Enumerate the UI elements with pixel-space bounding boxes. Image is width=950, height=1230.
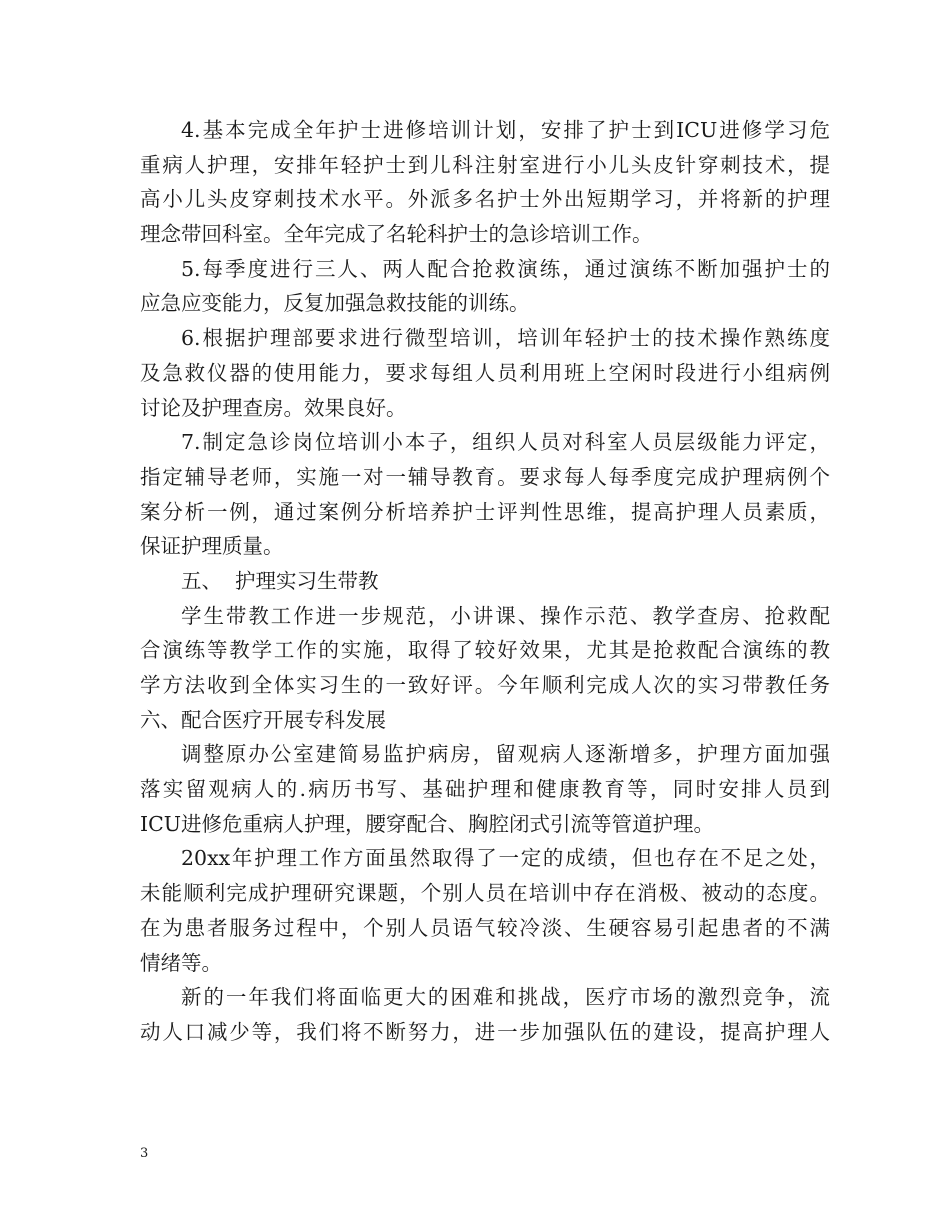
text-line: 调整原办公室建简易监护病房，留观病人逐渐增多，护理方面加强 [181,742,830,767]
text-line: 新的一年我们将面临更大的困难和挑战，医疗市场的激烈竞争，流 [181,985,830,1010]
text-line: 动人口减少等，我们将不断努力，进一步加强队伍的建设，提高护理人 [140,1019,830,1044]
text-line: 4.基本完成全年护士进修培训计划，安排了护士到ICU进修学习危 [181,118,830,142]
text-line: 指定辅导老师，实施一对一辅导教育。要求每人每季度完成护理病例个 [140,464,830,489]
text-line: 未能顺利完成护理研究课题，个别人员在培训中存在消极、被动的态度。 [140,881,830,906]
section-heading: 六、配合医疗开展专科发展 [140,707,386,732]
text-line: 6.根据护理部要求进行微型培训，培训年轻护士的技术操作熟练度 [181,326,830,351]
text-line: 5.每季度进行三人、两人配合抢救演练，通过演练不断加强护士的 [181,256,830,281]
text-line: 应急应变能力，反复加强急救技能的训练。 [140,291,530,316]
text-line: 及急救仪器的使用能力，要求每组人员利用班上空闲时段进行小组病例 [140,360,830,385]
text-line: 高小儿头皮穿刺技术水平。外派多名护士外出短期学习，并将新的护理 [140,187,830,212]
text-line: 讨论及护理查房。效果良好。 [140,395,407,420]
text-line: ICU进修危重病人护理，腰穿配合、胸腔闭式引流等管道护理。 [140,811,715,836]
text-line: 在为患者服务过程中，个别人员语气较冷淡、生硬容易引起患者的不满 [140,915,830,940]
document-body [140,113,830,1050]
text-line: 理念带回科室。全年完成了名轮科护士的急诊培训工作。 [140,222,653,247]
text-line: 学方法收到全体实习生的一致好评。今年顺利完成人次的实习带教任务 [140,673,830,697]
section-heading: 五、 护理实习生带教 [181,568,379,593]
text-line: 7.制定急诊岗位培训小本子，组织人员对科室人员层级能力评定， [181,430,830,455]
text-line: 保证护理质量。 [140,534,284,559]
text-line: 案分析一例，通过案例分析培养护士评判性思维，提高护理人员素质， [140,499,830,524]
text-line: 重病人护理，安排年轻护士到儿科注射室进行小儿头皮针穿刺技术，提 [140,152,830,177]
text-line: 情绪等。 [140,950,222,975]
page-number: 3 [140,1146,149,1161]
text-line: 合演练等教学工作的实施，取得了较好效果，尤其是抢救配合演练的教 [140,638,830,663]
text-line: 学生带教工作进一步规范，小讲课、操作示范、教学查房、抢救配 [181,603,830,628]
text-line: 落实留观病人的.病历书写、基础护理和健康教育等，同时安排人员到 [140,777,830,802]
text-line: 20xx年护理工作方面虽然取得了一定的成绩，但也存在不足之处， [181,846,830,871]
